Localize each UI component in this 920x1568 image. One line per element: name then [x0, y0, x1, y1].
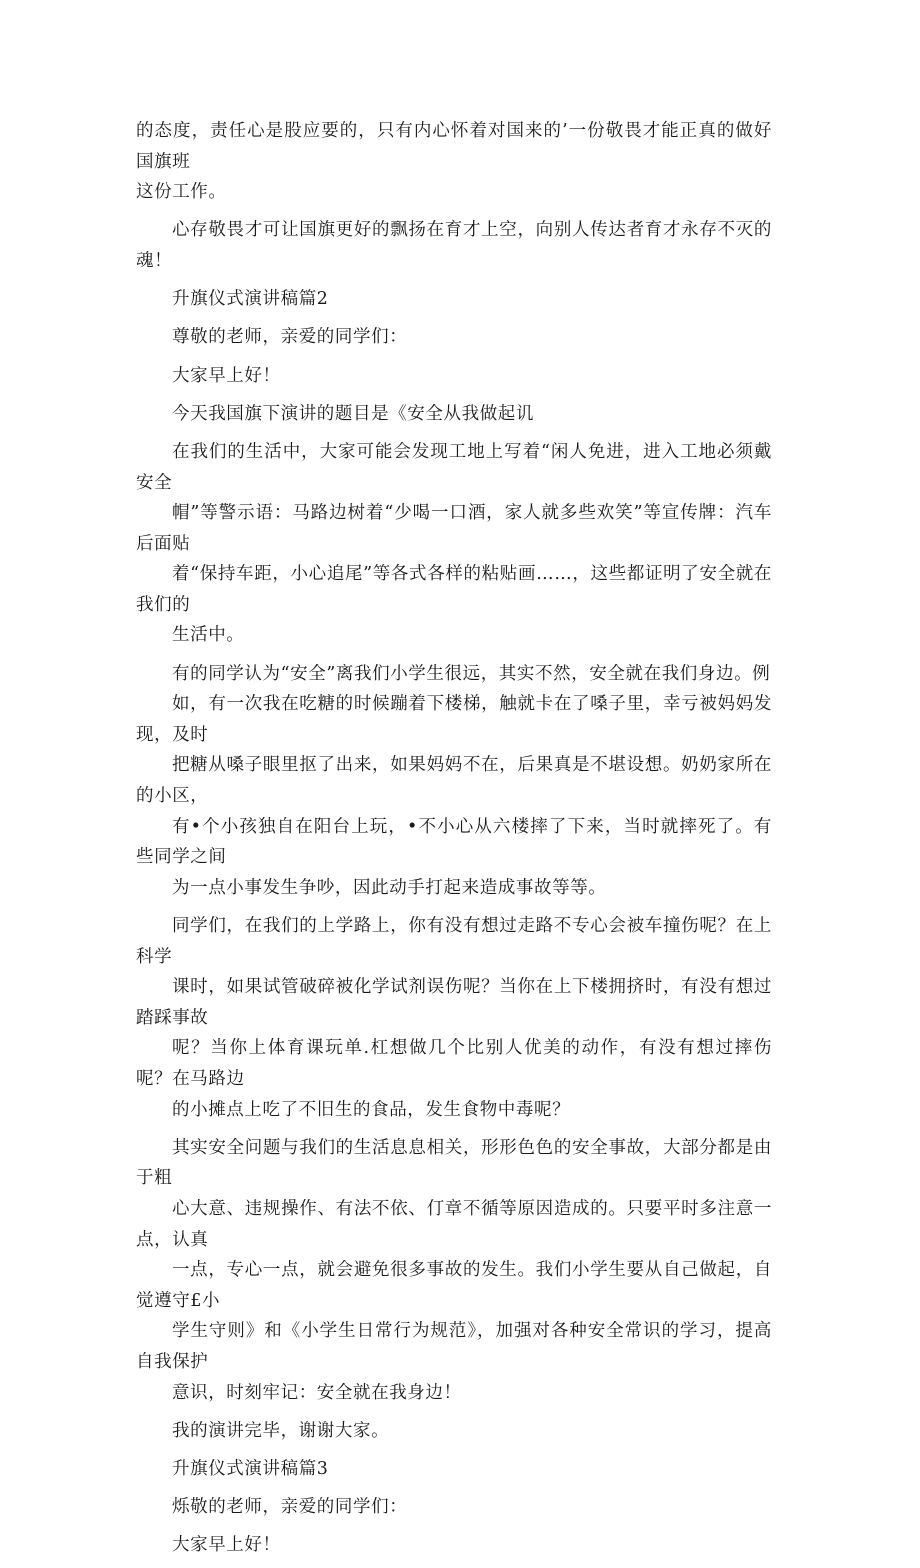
paragraph-line: 这份工作。 — [136, 182, 227, 203]
paragraph-line: 烁敬的老师，亲爱的同学们： — [172, 1497, 408, 1518]
paragraph-line: 我的演讲完毕，谢谢大家。 — [172, 1420, 390, 1441]
paragraph-line: 在我们的生活中，大家可能会发现工地上写着“闲人免进，进入工地必须戴安全 — [136, 441, 772, 493]
paragraph-line: 尊敬的老师，亲爱的同学们： — [172, 327, 408, 348]
paragraph — [136, 1454, 772, 1485]
paragraph-line: 今天我国旗下演讲的题目是《安全从我做起讥 — [172, 403, 534, 424]
paragraph-line: 其实安全问题与我们的生活息息相关，形形色色的安全事故，大部分都是由于粗 — [136, 1137, 772, 1189]
paragraph — [136, 322, 772, 353]
paragraph-line: 有•个小孩独自在阳台上玩，•不小心从六楼摔了下来，当时就摔死了。有些同学之间 — [136, 816, 772, 868]
paragraph — [136, 1492, 772, 1523]
paragraph-line: 呢？当你上体育课玩单.杠想做几个比别人优美的动作，有没有想过摔伤呢？在马路边 — [136, 1038, 772, 1089]
paragraph-line: 同学们，在我们的上学路上，你有没有想过走路不专心会被车撞伤呢？在上科学 — [136, 916, 772, 967]
paragraph — [136, 399, 772, 430]
paragraph — [136, 116, 772, 208]
paragraph-line: 升旗仪式演讲稿篇2 — [172, 289, 329, 310]
paragraph-line: 课时，如果试管破碎被化学试剂误伤呢？当你在上下楼拥挤时，有没有想过踏踩事故 — [136, 977, 772, 1028]
paragraph-line: 学生守则》和《小学生日常行为规范》，加强对各种安全常识的学习，提高自我保护 — [136, 1321, 772, 1372]
paragraph-line: 一点，专心一点，就会避免很多事故的发生。我们小学生要从自己做起，自觉遵守£小 — [136, 1260, 772, 1311]
paragraph — [136, 361, 772, 392]
paragraph-line: 心大意、违规操作、有法不依、仃章不循等原因造成的。只要平时多注意一点，认真 — [136, 1198, 772, 1250]
paragraph-line: 大家早上好！ — [172, 365, 281, 386]
paragraph-line: 心存敬畏才可让国旗更好的飘扬在育才上空，向别人传达者育才永存不灭的魂！ — [136, 220, 772, 271]
paragraph-line: 的小摊点上吃了不旧生的食品，发生食物中毒呢？ — [172, 1099, 571, 1120]
paragraph-line: 的态度，责任心是股应要的，只有内心怀着对国来的’一份敬畏才能正真的做好国旗班 — [136, 121, 772, 172]
paragraph — [136, 284, 772, 315]
paragraph — [136, 437, 772, 651]
paragraph-line: 升旗仪式演讲稿篇3 — [172, 1458, 329, 1479]
paragraph — [136, 215, 772, 276]
paragraph — [136, 1416, 772, 1447]
paragraph — [136, 1530, 772, 1561]
paragraph-line: 着“保持车距，小心追尾”等各式各样的粘贴画……，这些都证明了安全就在我们的 — [136, 564, 772, 615]
paragraph-line: 大家早上好！ — [172, 1535, 281, 1556]
paragraph-line: 帽”等警示语：马路边树着“少喝一口酒，家人就多些欢笑”等宣传牌：汽车后面贴 — [136, 503, 772, 554]
paragraph-line: 把糖从嗓子眼里抠了出来，如果妈妈不在，后果真是不堪设想。奶奶家所在的小区， — [136, 755, 772, 807]
paragraph-line: 如，有一次我在吃糖的时候蹦着下楼梯，触就卡在了嗓子里，幸亏被妈妈发现，及时 — [136, 694, 772, 745]
paragraph — [136, 1133, 772, 1408]
paragraph-line: 为一点小事发生争吵，因此动手打起来造成事故等等。 — [172, 877, 607, 898]
paragraph-line: 生活中。 — [172, 625, 245, 646]
paragraph-line: 意识，时刻牢记：安全就在我身边！ — [172, 1382, 462, 1403]
paragraph-line: 有的同学认为“安全”离我们小学生很远，其实不然，安全就在我们身边。例 — [172, 663, 771, 684]
paragraph — [136, 659, 772, 904]
paragraph — [136, 911, 772, 1125]
document-body — [136, 116, 772, 1568]
